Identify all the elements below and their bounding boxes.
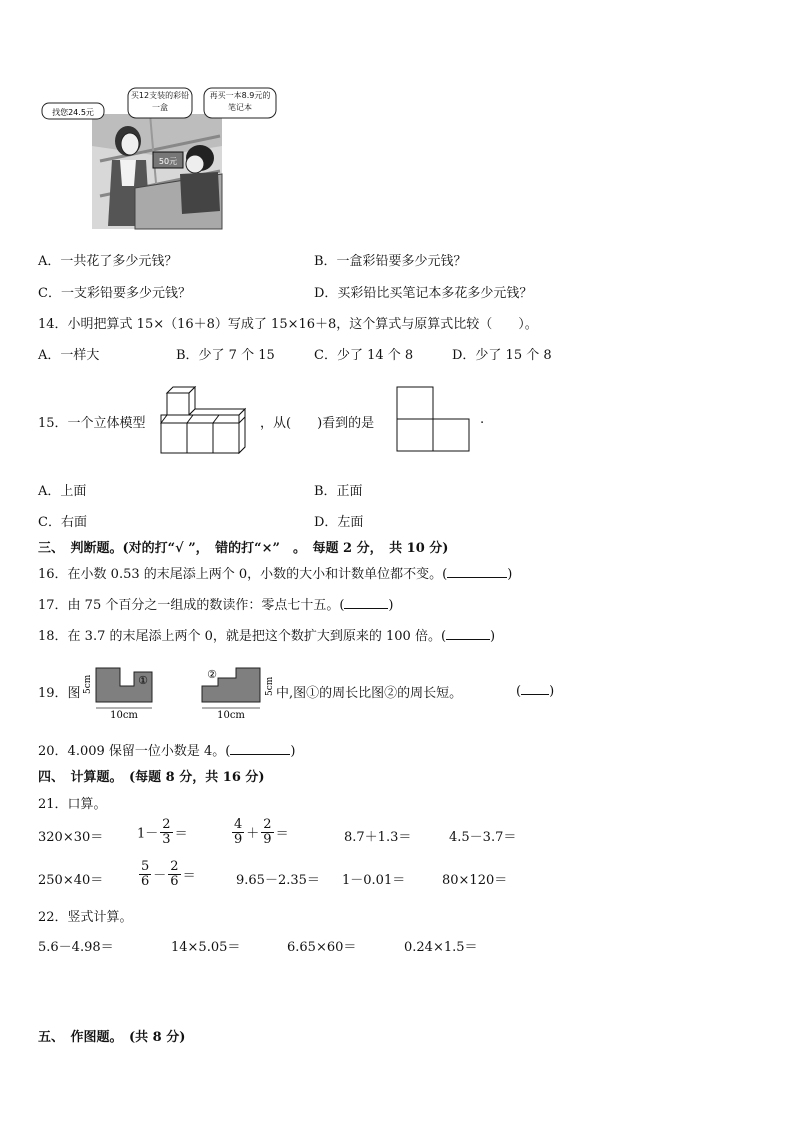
q15-option-c[interactable]: C．右面 — [38, 515, 87, 530]
q21-r1c2-pre: 1－ — [137, 826, 159, 842]
q13-option-c[interactable]: C．一支彩铅要多少元钱？ — [38, 286, 191, 301]
q18-answer-blank[interactable] — [446, 627, 490, 640]
q21-r2c4: 1－0.01＝ — [342, 873, 406, 888]
section5-heading: 五、 作图题。 (共 8 分) — [38, 1030, 186, 1045]
fig1-number: ① — [138, 674, 148, 687]
bubble-pencils: 买12支装的彩铅一盒 — [130, 91, 190, 112]
q20-stem: 20．4.009 保留一位小数是 4。( — [38, 744, 231, 759]
equals-sign: ＝ — [182, 868, 196, 884]
q19-post: 中,图①的周长比图②的周长短。 — [276, 686, 463, 701]
q22-expr-4: 0.24×1.5＝ — [404, 940, 478, 955]
q14-stem: 14．小明把算式 15×（16＋8）写成了 15×16＋8，这个算式与原算式比较（ ）。 — [38, 317, 538, 332]
q19-answer — [516, 682, 554, 699]
fig2-number: ② — [207, 668, 217, 681]
q14-option-a[interactable]: A．一样大 — [38, 348, 100, 363]
q21-r2c5: 80×120＝ — [442, 873, 508, 888]
numerator: 2 — [263, 817, 272, 832]
q21-r2c3: 9.65－2.35＝ — [236, 873, 320, 888]
price-sign: 50元 — [158, 157, 178, 166]
fraction — [261, 818, 273, 846]
denominator: 9 — [234, 831, 243, 847]
q15-option-d[interactable]: D．左面 — [314, 515, 364, 530]
q22-expr-2: 14×5.05＝ — [171, 940, 241, 955]
q16-text — [38, 563, 512, 582]
q15-stem-pre: 15．一个立体模型 — [38, 416, 146, 431]
q19-figure-2 — [198, 664, 278, 724]
shop-illustration — [40, 86, 280, 231]
q15-option-a[interactable]: A．上面 — [38, 484, 87, 499]
q21-r1c3 — [230, 818, 289, 846]
section3-heading: 三、 判断题。(对的打“√ ”， 错的打“×” 。 每题 2 分， 共 10 分) — [38, 541, 449, 556]
minus-sign: － — [153, 868, 167, 884]
numerator: 2 — [162, 817, 171, 832]
section4-heading: 四、 计算题。 (每题 8 分，共 16 分) — [38, 770, 265, 785]
q18-close-paren: ) — [490, 629, 496, 644]
q13-option-b[interactable]: B．一盒彩铅要多少元钱？ — [314, 254, 467, 269]
q14-option-d[interactable]: D．少了 15 个 8 — [452, 348, 552, 363]
q17-close-paren: ) — [388, 598, 394, 613]
fraction — [168, 860, 180, 888]
q21-title: 21．口算。 — [38, 797, 107, 812]
fraction — [232, 818, 244, 846]
q17-answer-blank[interactable] — [344, 596, 388, 609]
q16-answer-blank[interactable] — [447, 565, 507, 578]
q15-option-b[interactable]: B．正面 — [314, 484, 363, 499]
q21-r1c5: 4.5－3.7＝ — [449, 830, 517, 845]
denominator: 6 — [141, 873, 150, 889]
fig1-height-label: 5cm — [83, 674, 93, 694]
q17-stem: 17．由 75 个百分之一组成的数读作：零点七十五。( — [38, 598, 345, 613]
fig2-height-label: 5cm — [265, 676, 275, 696]
bubble-notebook: 再买一本8.9元的笔记本 — [209, 91, 271, 112]
q19-answer-blank[interactable] — [521, 682, 549, 695]
numerator: 5 — [141, 859, 150, 874]
q21-r1c2 — [137, 818, 188, 846]
q14-option-c[interactable]: C．少了 14 个 8 — [314, 348, 414, 363]
q22-expr-1: 5.6－4.98＝ — [38, 940, 114, 955]
q21-r2c2 — [137, 860, 196, 888]
q19-pre: 19．图 — [38, 686, 81, 701]
bubble-change: 找您24.5元 — [52, 108, 94, 117]
equals-sign: ＝ — [174, 826, 188, 842]
q19-open-paren: ( — [516, 684, 522, 699]
cube-model-figure — [160, 386, 246, 454]
q18-text — [38, 625, 495, 644]
denominator: 3 — [162, 831, 171, 847]
q16-close-paren: ) — [507, 567, 513, 582]
q20-close-paren: ) — [290, 744, 296, 759]
q20-text — [38, 740, 295, 759]
denominator: 9 — [263, 831, 272, 847]
fig1-width-label: 10cm — [110, 710, 138, 721]
q20-answer-blank[interactable] — [230, 742, 290, 755]
q19-figure-1 — [80, 664, 170, 724]
q18-stem: 18．在 3.7 的末尾添上两个 0，就是把这个数扩大到原来的 100 倍。( — [38, 629, 447, 644]
q14-option-b[interactable]: B．少了 7 个 15 — [176, 348, 275, 363]
q19-close-paren: ) — [549, 684, 555, 699]
q22-title: 22．竖式计算。 — [38, 910, 133, 925]
fraction — [160, 818, 172, 846]
denominator: 6 — [170, 873, 179, 889]
view-figure — [396, 386, 470, 452]
q17-text — [38, 594, 394, 613]
q21-r2c1: 250×40＝ — [38, 873, 104, 888]
q15-stem-mid: ，从( )看到的是 — [260, 416, 375, 431]
fig2-width-label: 10cm — [217, 710, 245, 721]
q16-stem: 16．在小数 0.53 的末尾添上两个 0，小数的大小和计数单位都不变。( — [38, 567, 448, 582]
q15-stem-end: . — [480, 412, 485, 427]
numerator: 2 — [170, 859, 179, 874]
q13-option-a[interactable]: A．一共花了多少元钱？ — [38, 254, 178, 269]
fraction — [139, 860, 151, 888]
q22-expr-3: 6.65×60＝ — [287, 940, 357, 955]
q21-r1c1: 320×30＝ — [38, 830, 104, 845]
plus-sign: ＋ — [246, 826, 260, 842]
q13-option-d[interactable]: D．买彩铅比买笔记本多花多少元钱？ — [314, 286, 533, 301]
equals-sign: ＝ — [275, 826, 289, 842]
numerator: 4 — [234, 817, 243, 832]
q21-r1c4: 8.7＋1.3＝ — [344, 830, 412, 845]
